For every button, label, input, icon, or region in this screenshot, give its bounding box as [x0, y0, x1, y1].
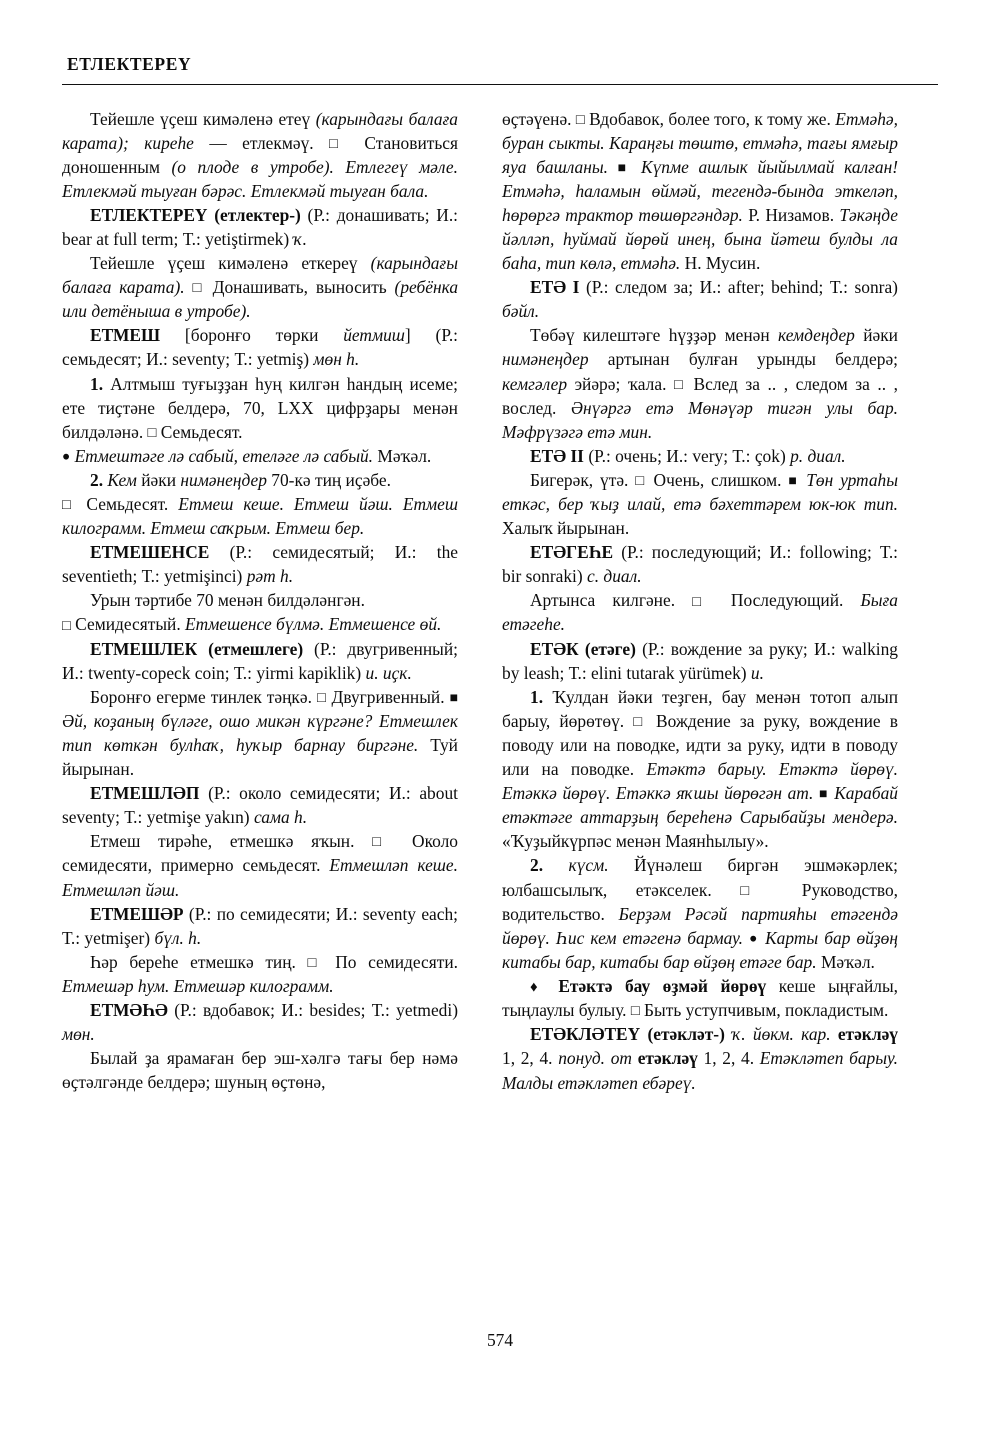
sense-etmesh-2: 2. Кем йәки нимәнеңдер 70-кә тиң иҫәбе. □ Семьдесят. Етмеш кеше. Етмеш йәш. Етмеш килограмм. Етмеш саҡрым. Етмеш бер.	[62, 468, 458, 540]
headword-grammar: с. диал.	[587, 566, 642, 587]
headword: ЕТМЕШЕНСЕ	[90, 542, 210, 563]
headword: ЕТМЕШ	[90, 325, 161, 346]
headword-grammar: мөн.	[62, 1024, 95, 1045]
headword-gloss: (Р.: по семидесяти; И.: seventy each; Т.: yetmişer)	[62, 903, 458, 948]
headword-gloss: (Р.: двугривенный; И.: twenty-copeck coin; Т.: yirmi kapiklik)	[62, 638, 458, 683]
headword-gloss: (Р.: последующий; И.: following; Т.: bir sonraki)	[502, 542, 898, 587]
entry-etlekteruu	[62, 203, 458, 251]
headword-gloss: (Р.: семьдесят; И.: seventy; Т.: yetmiş)	[62, 325, 459, 370]
entry-etmesher	[62, 902, 458, 950]
headword: ЕТӘК	[530, 638, 579, 659]
open-square-icon	[692, 594, 714, 610]
headword-grammar: рәт һ.	[246, 566, 294, 587]
sense-etmehe-1: Былай ҙа ярамаған бер эш-хәлгә тағы бер нәмә өҫтәлгәнде белдерә; шуның өҫтөнә,	[62, 1048, 458, 1093]
open-square-icon	[62, 497, 76, 513]
idiom-headword: Етәктә бау өҙмәй йөрөү	[558, 975, 767, 996]
filled-square-icon: ■	[617, 160, 632, 176]
filled-square-icon: ■	[818, 787, 829, 803]
bullet-icon: ●	[749, 930, 760, 946]
headword-grammar: ҡ.	[293, 228, 308, 249]
sense-etlekteruu-1: Тейешле үҫеш кимәленә еткереү (карындағы балаға карата). □ Донашивать, выносить (ребёнка или детёныша в утробе).	[62, 251, 458, 323]
headword: ЕТӘКЛӘТЕҮ	[530, 1024, 641, 1045]
open-square-icon	[192, 280, 204, 296]
open-square-icon	[329, 136, 349, 152]
open-square-icon	[372, 834, 394, 850]
headword-roman-numeral: I	[572, 277, 580, 298]
entry-etmehe	[62, 998, 458, 1046]
open-square-icon	[317, 690, 327, 706]
headword-gloss: (Р.: донашивать; И.: bear at full term; Т.: yetiştirmek)	[62, 204, 458, 249]
headword-grammar: сама һ.	[253, 807, 308, 828]
entry-etek	[502, 637, 898, 685]
column-left	[62, 107, 458, 1317]
running-head: ЕТЛЕКТЕРЕҮ	[67, 54, 192, 74]
entry-ete-1	[502, 275, 898, 323]
bullet-icon: ●	[62, 448, 71, 464]
header-rule	[62, 84, 938, 85]
open-square-icon	[308, 955, 324, 971]
sense-etegehe-1: Артынса килгәне. □ Последующий. Быға етәгеhe.	[502, 588, 898, 636]
headword-grammar: и.	[750, 662, 764, 683]
headword: ЕТМЕШЛӘП	[90, 783, 200, 804]
sense-etmesher-1: Һәр береһе етмешкә тиң. □ По семидесяти. Етмешәр һум. Етмешәр килограмм.	[62, 950, 458, 998]
sense-etmeshense-1: Урын тәртибе 70 менән билдәләнгән. □ Семидесятый. Етмешенсе бүлмә. Етмешенсе өй.	[62, 588, 458, 636]
open-square-icon	[576, 112, 585, 128]
headword-grammar: бүл. һ.	[154, 927, 202, 948]
entry-etmehe-tail: өҫтәүенә. □ Вдобавок, более того, к тому же. Етмәһә, буран сыкты. Караңғы төштө, етмәһә, тағы ямғыр яуа башланы. ■ Күпме ашлык йыйылмай калған! Етмәһә, һаламын өймәй, тегендә-бында эткеләп, һөрөргә трактор төшөргәндәр. Р. Низамов. Тәкәңде йәлләп, һуймай йөрөй инең, бына йәтеш булды ла баһа, тип көлә, етмәһә. Н. Мусин.	[502, 107, 898, 276]
open-square-icon	[635, 473, 646, 489]
column-right	[502, 107, 898, 1317]
idiom-etek: ♦ Етәктә бау өҙмәй йөрөү кеше ыңғайлы, тыңлаулы булыу. □ Быть уступчивым, покладистым.	[502, 974, 898, 1023]
headword-grammar: мөн һ.	[313, 349, 360, 370]
page-number: 574	[486, 1330, 514, 1350]
sense-etmeshlep-1: Етмеш тирәһе, етмешкә яҡын. □ Около семидесяти, примерно семьдесят. Етмешләп кеше. Етмешләп йәш.	[62, 829, 458, 901]
headword-gloss: (Р.: следом за; И.: after; behind; Т.: sonra)	[585, 277, 898, 298]
open-square-icon	[674, 377, 686, 393]
headword-grammar: бәйл.	[502, 301, 540, 322]
entry-eteklet: ЕТӘКЛӘТЕҮ (етәкләт-) ҡ. йөкм. кар. етәкләү 1, 2, 4. понуд. от етәкләү 1, 2, 4. Етәкләтеп барыу. Малды етәкләтеп ебәреү.	[502, 1024, 898, 1093]
headword: ЕТМЕШЛЕК	[90, 638, 198, 659]
proverb-etmesh-1	[62, 444, 458, 468]
headword-form: (етәге)	[584, 638, 636, 659]
headword-form: (етмешлеге)	[208, 638, 304, 659]
entry-etmeshlep	[62, 781, 458, 829]
open-square-icon	[633, 714, 647, 730]
filled-square-icon: ■	[788, 474, 800, 490]
headword-gloss: (Р.: очень; И.: very; Т.: çok)	[588, 445, 786, 466]
entry-etmeshense	[62, 540, 458, 588]
entry-ete-2	[502, 444, 898, 468]
filled-square-icon: ■	[449, 690, 458, 706]
headword: ЕТӘ	[530, 277, 567, 298]
proverb-source: Мәҡәл.	[377, 445, 432, 466]
headword-roman-numeral: II	[570, 445, 584, 466]
sense-number: 1.	[530, 686, 544, 707]
headword-gloss: (Р.: вдобавок; И.: besides; Т.: yetmedi)	[174, 999, 458, 1020]
headword-form: (етәкләт-)	[647, 1024, 725, 1045]
sense-number: 2.	[530, 855, 544, 876]
headword-gloss: (Р.: семидесятый; И.: the seventieth; Т.: yetmişinci)	[62, 542, 458, 587]
headword: ЕТМЕШӘР	[90, 903, 184, 924]
open-square-icon	[631, 1003, 640, 1019]
headword: ЕТЛЕКТЕРЕҮ	[90, 204, 208, 225]
proverb-text: Етмештәге лә сабый, етеләге лә сабый.	[74, 445, 374, 466]
entry-etegehe	[502, 540, 898, 588]
sense-number: 1.	[90, 373, 104, 394]
etymology-italic: йетмиш	[343, 325, 405, 346]
headword-gloss: (Р.: вождение за руку; И.: walking by leash; Т.: elini tutarak yürümek)	[502, 638, 898, 683]
headword: ЕТӘ	[530, 445, 567, 466]
headword-gloss: (Р.: около семидесяти; И.: about seventy; Т.: yetmişe yakın)	[62, 783, 458, 828]
open-square-icon	[148, 425, 157, 441]
headword-grammar: ҡ. йөкм. кар.	[732, 1024, 831, 1045]
entry-etmeshlek	[62, 637, 458, 685]
sense-etek-1: 1. Ҡулдан йәки теҙген, бау менән тотоп алып барыу, йөрөтөү. □ Вождение за руку, вождение в поводу или на поводке, идти за руку, идти в поводу или на поводке. Етәктә барыу. Етәктә йөрөү. Етәккә йөрөү. Етәккә яҡшы йөрөгән ат. ■ Карабай етәктәге аттарҙың береһенә Сарыбайҙы мендерә. «Ҡуҙыйкүрпәс менән Маянһылыу».	[502, 685, 898, 854]
headword-form: (етлектер-)	[214, 204, 301, 225]
headword: ЕТӘГЕҺЕ	[530, 542, 614, 563]
open-square-icon	[62, 618, 71, 634]
open-square-icon	[740, 883, 773, 899]
headword-grammar: р. диал.	[790, 445, 846, 466]
diamond-icon: ♦	[530, 979, 546, 996]
sense-ete-2-1: Бигерәк, үтә. □ Очень, слишком. ■ Төн уртаһы еткәс, бер ҡыҙ илай, етә бәхеттәрем юк-юк тип. Халыҡ йырынан.	[502, 468, 898, 540]
headword-grammar: и. иҫк.	[365, 662, 412, 683]
entry-etmesh: ЕТМЕШ [боронғо төрки йетмиш] (Р.: семьдесят; И.: seventy; Т.: yetmiş) мөн һ.	[62, 325, 459, 370]
entry-etlekteruu-tail: Тейешле үҫеш кимәленә етеү (карындағы балаға карата); кирehe — етлекмәү. □ Становиться доношенным (о плоде в утробе). Етлегеү мәле. Етлекмәй тыуған бәрәс. Етлекмәй тыуған бала.	[62, 107, 458, 203]
sense-etmeshlek-1: Боронғо егерме тинлек тәңкә. □ Двугривенный. ■ Әй, коҙаның бүләге, ошо микән күргәне? Етмешлек тип көткән булһаҡ, һуҡыр барнау биргәне. Туй йырынан.	[62, 685, 458, 781]
sense-etek-2: 2. күсм. Йүнәлеш биргән эшмәкәрлек; юлбашсылыҡ, етәкселек. □ Руководство, водительство. Берҙәм Рәсәй партияһы етәгендә йөрөү. Һис кем етәгенә бармау. ● Карты бар өйҙөң китабы бар, китабы бар өйҙөң етәге бар. Мәҡәл.	[502, 853, 898, 973]
sense-ete-1-1: Төбәү килештәге һүҙҙәр менән кемдеңдер йәки нимәнеңдер артынан булған урынды белдерә; кемгәлер эйәрә; ҡала. □ Вслед за .. , следом за .. , вослед. Әнүәргә етә Мөнәүәр тигән улы бар. Мәфрүзәгә етә мин.	[502, 323, 898, 443]
sense-etmesh-1: 1. Алтмыш туғыҙҙан һуң килгән һандың исеме; ете тиҫтәне белдерә, 70, LXX цифрҙары менән билдәләнә. □ Семьдесят.	[62, 372, 458, 444]
headword: ЕТМӘҺӘ	[90, 999, 168, 1020]
page-columns	[62, 107, 938, 1317]
sense-number: 2.	[90, 469, 104, 490]
